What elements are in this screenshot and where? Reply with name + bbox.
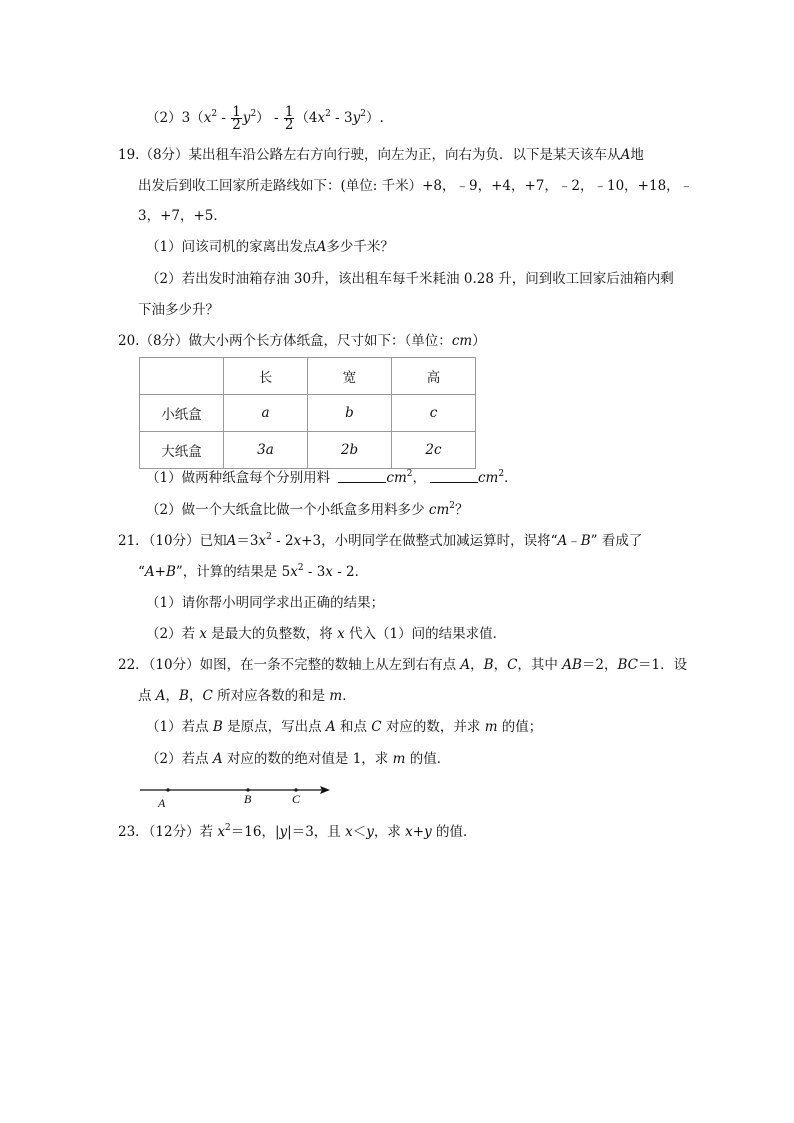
point-a-dot <box>166 788 169 791</box>
table-row <box>140 432 476 469</box>
q22-part2: （2）若点 A 对应的数的绝对值是 1，求 m 的值． <box>146 751 451 767</box>
table-header-row <box>140 358 476 395</box>
table-cell: c <box>392 395 476 432</box>
q20-part1: （1）做两种纸盒每个分别用料 $cm^2$， $cm^2$． <box>146 469 518 486</box>
q20-part2: （2）做一个大纸盒比做一个小纸盒多用料多少 $cm^2$？ <box>146 501 469 518</box>
table-cell: 2b <box>308 432 392 469</box>
point-b-label: B <box>244 792 252 806</box>
q19-part2-cont: 下油多少升？ <box>138 302 219 318</box>
q19-line1: 19.（8分）某出租车沿公路左右方向行驶，向左为正，向右为负．以下是某天该车从A地 <box>118 147 644 163</box>
fraction-half-2: $\frac{1}{2}$ <box>284 104 294 133</box>
q22-line2: 点 A，B，C 所对应各数的和是 m． <box>138 688 356 704</box>
table-row <box>140 395 476 432</box>
table-cell: 3a <box>224 432 308 469</box>
q21-line2: “A+B”，计算的结果是 $5x^2 - 3x - 2$． <box>138 563 369 580</box>
table-header: 宽 <box>308 358 392 395</box>
q19-line2: 出发后到收工回家所走路线如下：(单位: 千米）+8，﹣9，+4，+7，﹣2，﹣10，+18，﹣ <box>138 178 694 194</box>
table-cell: 2c <box>392 432 476 469</box>
q19-line3: 3，+7，+5． <box>138 208 227 224</box>
q20-title: 20.（8分）做大小两个长方体纸盒，尺寸如下：（单位：cm） <box>118 333 486 349</box>
answer-blank <box>430 470 478 483</box>
q19-part2: （2）若出发时油箱存油 30升，该出租车每千米耗油 0.28 升，问到收工回家后油箱内剩 <box>146 271 674 287</box>
answer-blank <box>338 470 386 483</box>
table-cell: 大纸盒 <box>140 432 224 469</box>
dimension-table <box>139 357 476 469</box>
table-cell: b <box>308 395 392 432</box>
table-cell: 小纸盒 <box>140 395 224 432</box>
table-cell <box>140 358 224 395</box>
table-cell: a <box>224 395 308 432</box>
table-header: 长 <box>224 358 308 395</box>
number-line-figure <box>138 782 338 812</box>
table-header: 高 <box>392 358 476 395</box>
q23-line1: 23．（12分）若 $x^2=16$，|y|＝3，且 x＜y，求 x+y 的值． <box>118 823 477 840</box>
q21-part1: （1）请你帮小明同学求出正确的结果； <box>146 595 385 611</box>
q22-part1: （1）若点 B 是原点，写出点 A 和点 C 对应的数，并求 m 的值； <box>146 719 543 735</box>
point-a-label: A <box>158 796 166 810</box>
q21-part2: （2）若 x 是最大的负整数，将 x 代入（1）问的结果求值． <box>146 626 507 642</box>
q22-line1: 22．（10分）如图，在一条不完整的数轴上从左到右有点 A，B，C，其中 AB＝2，BC＝1．设 <box>118 657 688 673</box>
q19-part1: （1）问该司机的家离出发点A多少千米？ <box>146 239 394 255</box>
fraction-half: $\frac{1}{2}$ <box>232 104 241 133</box>
point-c-label: C <box>292 792 301 806</box>
q21-line1: 21．（10分）已知$A=3x^2 - 2x+3$，小明同学在做整式加减运算时，误将“A﹣B” 看成了 <box>118 532 643 549</box>
q18-part2: $(2)3(x^2$ - $\frac{1}{2}$ $y^2$） - $\frac{1}{2}$ $(4x^2 - 3y^2)$. <box>146 104 384 133</box>
